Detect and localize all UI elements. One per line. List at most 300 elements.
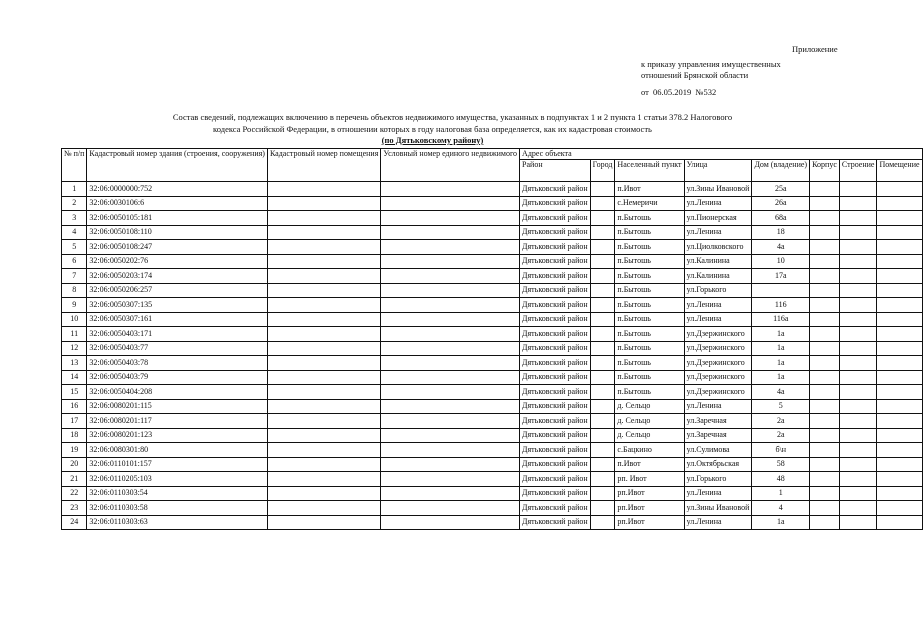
appendix-label: Приложение [792,44,838,54]
conditional-number-cell [381,298,520,313]
city-cell [590,486,615,501]
district-cell: Дятьковский район [520,283,591,298]
city-cell [590,515,615,530]
row-number: 12 [62,341,87,356]
table-row [62,443,923,458]
cadastral-number-cell: 32:06:0110303:54 [87,486,268,501]
row-number: 17 [62,414,87,429]
row-number: 16 [62,399,87,414]
room-cell [877,370,922,385]
cadastral-room-cell [267,225,380,240]
street-cell: ул.Дзержинского [684,327,752,342]
district-cell: Дятьковский район [520,501,591,516]
city-cell [590,472,615,487]
settlement-cell: п.Бытошь [615,269,684,284]
district-cell: Дятьковский район [520,298,591,313]
settlement-cell: п.Бытошь [615,370,684,385]
city-cell [590,356,615,371]
table-row [62,327,923,342]
document-subtitle-district: (по Дятьковскому району) [381,135,484,145]
table-row [62,211,923,226]
korpus-cell [810,399,840,414]
cadastral-number-cell: 32:06:0050403:78 [87,356,268,371]
settlement-cell: п.Бытошь [615,254,684,269]
district-cell: Дятьковский район [520,399,591,414]
street-cell: ул.Пионерская [684,211,752,226]
district-cell: Дятьковский район [520,356,591,371]
building-cell [839,501,877,516]
street-cell: ул.Ленина [684,196,752,211]
document-title-line-1: Состав сведений, подлежащих включению в перечень объектов недвижимого имущества, указанных в подпунктах 1 и 2 пункта 1 статьи 378.2 Налогового [172,112,733,122]
settlement-cell: рп. Ивот [615,472,684,487]
city-cell [590,312,615,327]
street-cell: ул.Калинина [684,269,752,284]
conditional-number-cell [381,414,520,429]
building-cell [839,211,877,226]
korpus-cell [810,298,840,313]
cadastral-number-cell: 32:06:0050105:181 [87,211,268,226]
korpus-cell [810,370,840,385]
house-cell: 116 [752,298,810,313]
header-settlement: Населенный пункт [615,160,684,182]
street-cell: ул.Октябрьская [684,457,752,472]
building-cell [839,182,877,197]
cadastral-number-cell: 32:06:0050307:135 [87,298,268,313]
room-cell [877,356,922,371]
city-cell [590,370,615,385]
table-row [62,486,923,501]
building-cell [839,385,877,400]
room-cell [877,414,922,429]
city-cell [590,196,615,211]
korpus-cell [810,515,840,530]
settlement-cell: рп.Ивот [615,486,684,501]
conditional-number-cell [381,385,520,400]
district-cell: Дятьковский район [520,269,591,284]
house-cell: 4 [752,501,810,516]
table-row [62,269,923,284]
conditional-number-cell [381,428,520,443]
korpus-cell [810,269,840,284]
street-cell: ул.Дзержинского [684,341,752,356]
korpus-cell [810,211,840,226]
order-reference-line-2: отношений Брянской области [641,70,749,80]
conditional-number-cell [381,211,520,226]
row-number: 6 [62,254,87,269]
house-cell: 1а [752,327,810,342]
street-cell: ул.Ленина [684,298,752,313]
table-row [62,254,923,269]
district-cell: Дятьковский район [520,312,591,327]
building-cell [839,327,877,342]
house-cell: 10 [752,254,810,269]
row-number: 8 [62,283,87,298]
row-number: 1 [62,182,87,197]
district-cell: Дятьковский район [520,254,591,269]
cadastral-room-cell [267,254,380,269]
conditional-number-cell [381,254,520,269]
cadastral-room-cell [267,283,380,298]
cadastral-room-cell [267,211,380,226]
korpus-cell [810,182,840,197]
street-cell: ул.Дзержинского [684,356,752,371]
settlement-cell: рп.Ивот [615,501,684,516]
header-building: Строение [839,160,877,182]
korpus-cell [810,472,840,487]
house-cell: 58 [752,457,810,472]
cadastral-room-cell [267,341,380,356]
header-street: Улица [684,160,752,182]
building-cell [839,225,877,240]
cadastral-number-cell: 32:06:0050108:110 [87,225,268,240]
row-number: 11 [62,327,87,342]
district-cell: Дятьковский район [520,240,591,255]
cadastral-room-cell [267,399,380,414]
city-cell [590,298,615,313]
cadastral-room-cell [267,182,380,197]
cadastral-number-cell: 32:06:0110303:58 [87,501,268,516]
cadastral-number-cell: 32:06:0030106:6 [87,196,268,211]
korpus-cell [810,196,840,211]
table-header-row-1 [62,149,923,160]
street-cell: ул.Заречная [684,428,752,443]
conditional-number-cell [381,341,520,356]
cadastral-room-cell [267,327,380,342]
district-cell: Дятьковский район [520,443,591,458]
room-cell [877,486,922,501]
district-cell: Дятьковский район [520,515,591,530]
korpus-cell [810,457,840,472]
street-cell: ул.Ленина [684,486,752,501]
cadastral-number-cell: 32:06:0080301:80 [87,443,268,458]
building-cell [839,312,877,327]
building-cell [839,196,877,211]
city-cell [590,457,615,472]
cadastral-number-cell: 32:06:0050206:257 [87,283,268,298]
row-number: 7 [62,269,87,284]
header-city: Город [590,160,615,182]
cadastral-room-cell [267,298,380,313]
district-cell: Дятьковский район [520,225,591,240]
house-cell: 68а [752,211,810,226]
city-cell [590,269,615,284]
cadastral-room-cell [267,370,380,385]
row-number: 24 [62,515,87,530]
row-number: 3 [62,211,87,226]
city-cell [590,385,615,400]
room-cell [877,269,922,284]
building-cell [839,414,877,429]
cadastral-number-cell: 32:06:0050404:208 [87,385,268,400]
table-row [62,385,923,400]
conditional-number-cell [381,312,520,327]
row-number: 10 [62,312,87,327]
street-cell: ул.Заречная [684,414,752,429]
cadastral-number-cell: 32:06:0110205:103 [87,472,268,487]
cadastral-room-cell [267,240,380,255]
cadastral-number-cell: 32:06:0050202:76 [87,254,268,269]
korpus-cell [810,225,840,240]
cadastral-number-cell: 32:06:0050203:174 [87,269,268,284]
korpus-cell [810,414,840,429]
header-num: № п/п [62,149,87,182]
header-room: Помещение [877,160,922,182]
house-cell: 1а [752,370,810,385]
house-cell: 26а [752,196,810,211]
building-cell [839,457,877,472]
conditional-number-cell [381,443,520,458]
cadastral-room-cell [267,269,380,284]
table-row [62,457,923,472]
house-cell: 2а [752,414,810,429]
korpus-cell [810,501,840,516]
building-cell [839,472,877,487]
header-address-group: Адрес объекта [520,149,922,160]
district-cell: Дятьковский район [520,385,591,400]
city-cell [590,182,615,197]
room-cell [877,182,922,197]
table-row [62,370,923,385]
table-row [62,356,923,371]
row-number: 4 [62,225,87,240]
cadastral-room-cell [267,428,380,443]
city-cell [590,428,615,443]
room-cell [877,327,922,342]
house-cell: 1а [752,341,810,356]
house-cell: 2а [752,428,810,443]
settlement-cell: п.Бытошь [615,298,684,313]
korpus-cell [810,385,840,400]
table-row [62,182,923,197]
settlement-cell: п.Бытошь [615,341,684,356]
header-district: Район [520,160,591,182]
street-cell: ул.Калинина [684,254,752,269]
cadastral-room-cell [267,196,380,211]
conditional-number-cell [381,283,520,298]
street-cell: ул.Зины Ивановой [684,501,752,516]
room-cell [877,254,922,269]
settlement-cell: п.Бытошь [615,211,684,226]
house-cell: 1а [752,356,810,371]
cadastral-room-cell [267,472,380,487]
room-cell [877,298,922,313]
cadastral-number-cell: 32:06:0050108:247 [87,240,268,255]
house-cell: 4а [752,240,810,255]
settlement-cell: д. Сельцо [615,414,684,429]
building-cell [839,515,877,530]
cadastral-room-cell [267,486,380,501]
settlement-cell: п.Бытошь [615,356,684,371]
house-cell: 25а [752,182,810,197]
table-row [62,472,923,487]
room-cell [877,428,922,443]
conditional-number-cell [381,501,520,516]
order-date-number: от 06.05.2019 №532 [641,87,717,97]
cadastral-room-cell [267,457,380,472]
cadastral-number-cell: 32:06:0080201:115 [87,399,268,414]
building-cell [839,298,877,313]
city-cell [590,240,615,255]
conditional-number-cell [381,457,520,472]
building-cell [839,254,877,269]
conditional-number-cell [381,515,520,530]
district-cell: Дятьковский район [520,370,591,385]
house-cell: 17а [752,269,810,284]
row-number: 23 [62,501,87,516]
table-row [62,428,923,443]
district-cell: Дятьковский район [520,486,591,501]
city-cell [590,501,615,516]
room-cell [877,501,922,516]
header-house: Дом (владение) [752,160,810,182]
table-row [62,341,923,356]
street-cell: ул.Ленина [684,399,752,414]
building-cell [839,283,877,298]
street-cell: ул.Дзержинского [684,370,752,385]
cadastral-number-cell: 32:06:0050307:161 [87,312,268,327]
korpus-cell [810,486,840,501]
row-number: 22 [62,486,87,501]
table-row [62,225,923,240]
cadastral-number-cell: 32:06:0110101:157 [87,457,268,472]
korpus-cell [810,312,840,327]
conditional-number-cell [381,225,520,240]
house-cell: 1 [752,486,810,501]
cadastral-room-cell [267,356,380,371]
settlement-cell: п.Бытошь [615,240,684,255]
house-cell: 4а [752,385,810,400]
district-cell: Дятьковский район [520,472,591,487]
city-cell [590,399,615,414]
conditional-number-cell [381,399,520,414]
cadastral-room-cell [267,515,380,530]
building-cell [839,240,877,255]
row-number: 18 [62,428,87,443]
cadastral-room-cell [267,443,380,458]
conditional-number-cell [381,327,520,342]
cadastral-number-cell: 32:06:0110303:63 [87,515,268,530]
room-cell [877,225,922,240]
district-cell: Дятьковский район [520,182,591,197]
settlement-cell: п.Ивот [615,182,684,197]
room-cell [877,341,922,356]
district-cell: Дятьковский район [520,211,591,226]
house-cell: 48 [752,472,810,487]
street-cell: ул.Дзержинского [684,385,752,400]
room-cell [877,385,922,400]
cadastral-number-cell: 32:06:0080201:117 [87,414,268,429]
row-number: 21 [62,472,87,487]
table-row [62,196,923,211]
building-cell [839,370,877,385]
settlement-cell: д. Сельцо [615,428,684,443]
street-cell: ул.Циолковского [684,240,752,255]
table-row [62,312,923,327]
house-cell: 5 [752,399,810,414]
building-cell [839,443,877,458]
conditional-number-cell [381,269,520,284]
street-cell: ул.Сулимова [684,443,752,458]
district-cell: Дятьковский район [520,428,591,443]
house-cell: 1а [752,515,810,530]
cadastral-number-cell: 32:06:0000000:752 [87,182,268,197]
row-number: 14 [62,370,87,385]
header-korpus: Корпус [810,160,840,182]
cadastral-number-cell: 32:06:0080201:123 [87,428,268,443]
cadastral-number-cell: 32:06:0050403:171 [87,327,268,342]
house-cell: б\н [752,443,810,458]
city-cell [590,283,615,298]
settlement-cell: с.Немеричи [615,196,684,211]
row-number: 5 [62,240,87,255]
korpus-cell [810,254,840,269]
table-row [62,283,923,298]
header-cadastral-room: Кадастровый номер помещения [267,149,380,182]
house-cell: 18 [752,225,810,240]
cadastral-number-cell: 32:06:0050403:77 [87,341,268,356]
korpus-cell [810,240,840,255]
house-cell: 116а [752,312,810,327]
room-cell [877,312,922,327]
city-cell [590,254,615,269]
row-number: 2 [62,196,87,211]
cadastral-number-cell: 32:06:0050403:79 [87,370,268,385]
district-cell: Дятьковский район [520,414,591,429]
building-cell [839,486,877,501]
conditional-number-cell [381,472,520,487]
korpus-cell [810,341,840,356]
street-cell: ул.Горького [684,472,752,487]
settlement-cell: д. Сельцо [615,399,684,414]
settlement-cell: п.Бытошь [615,385,684,400]
korpus-cell [810,443,840,458]
city-cell [590,443,615,458]
table-row [62,515,923,530]
korpus-cell [810,356,840,371]
building-cell [839,399,877,414]
room-cell [877,457,922,472]
conditional-number-cell [381,370,520,385]
district-cell: Дятьковский район [520,327,591,342]
settlement-cell: п.Бытошь [615,312,684,327]
room-cell [877,283,922,298]
house-cell [752,283,810,298]
korpus-cell [810,283,840,298]
room-cell [877,515,922,530]
row-number: 20 [62,457,87,472]
street-cell: ул.Ленина [684,312,752,327]
korpus-cell [810,327,840,342]
city-cell [590,327,615,342]
conditional-number-cell [381,182,520,197]
city-cell [590,341,615,356]
header-cadastral-building: Кадастровый номер здания (строения, сооружения) [87,149,268,182]
room-cell [877,472,922,487]
district-cell: Дятьковский район [520,196,591,211]
street-cell: ул.Ленина [684,515,752,530]
settlement-cell: рп.Ивот [615,515,684,530]
header-conditional-number: Условный номер единого недвижимого [381,149,520,182]
settlement-cell: п.Бытошь [615,327,684,342]
building-cell [839,269,877,284]
property-list-table [61,148,923,530]
street-cell: ул.Горького [684,283,752,298]
table-row [62,501,923,516]
conditional-number-cell [381,356,520,371]
room-cell [877,399,922,414]
city-cell [590,211,615,226]
cadastral-room-cell [267,414,380,429]
